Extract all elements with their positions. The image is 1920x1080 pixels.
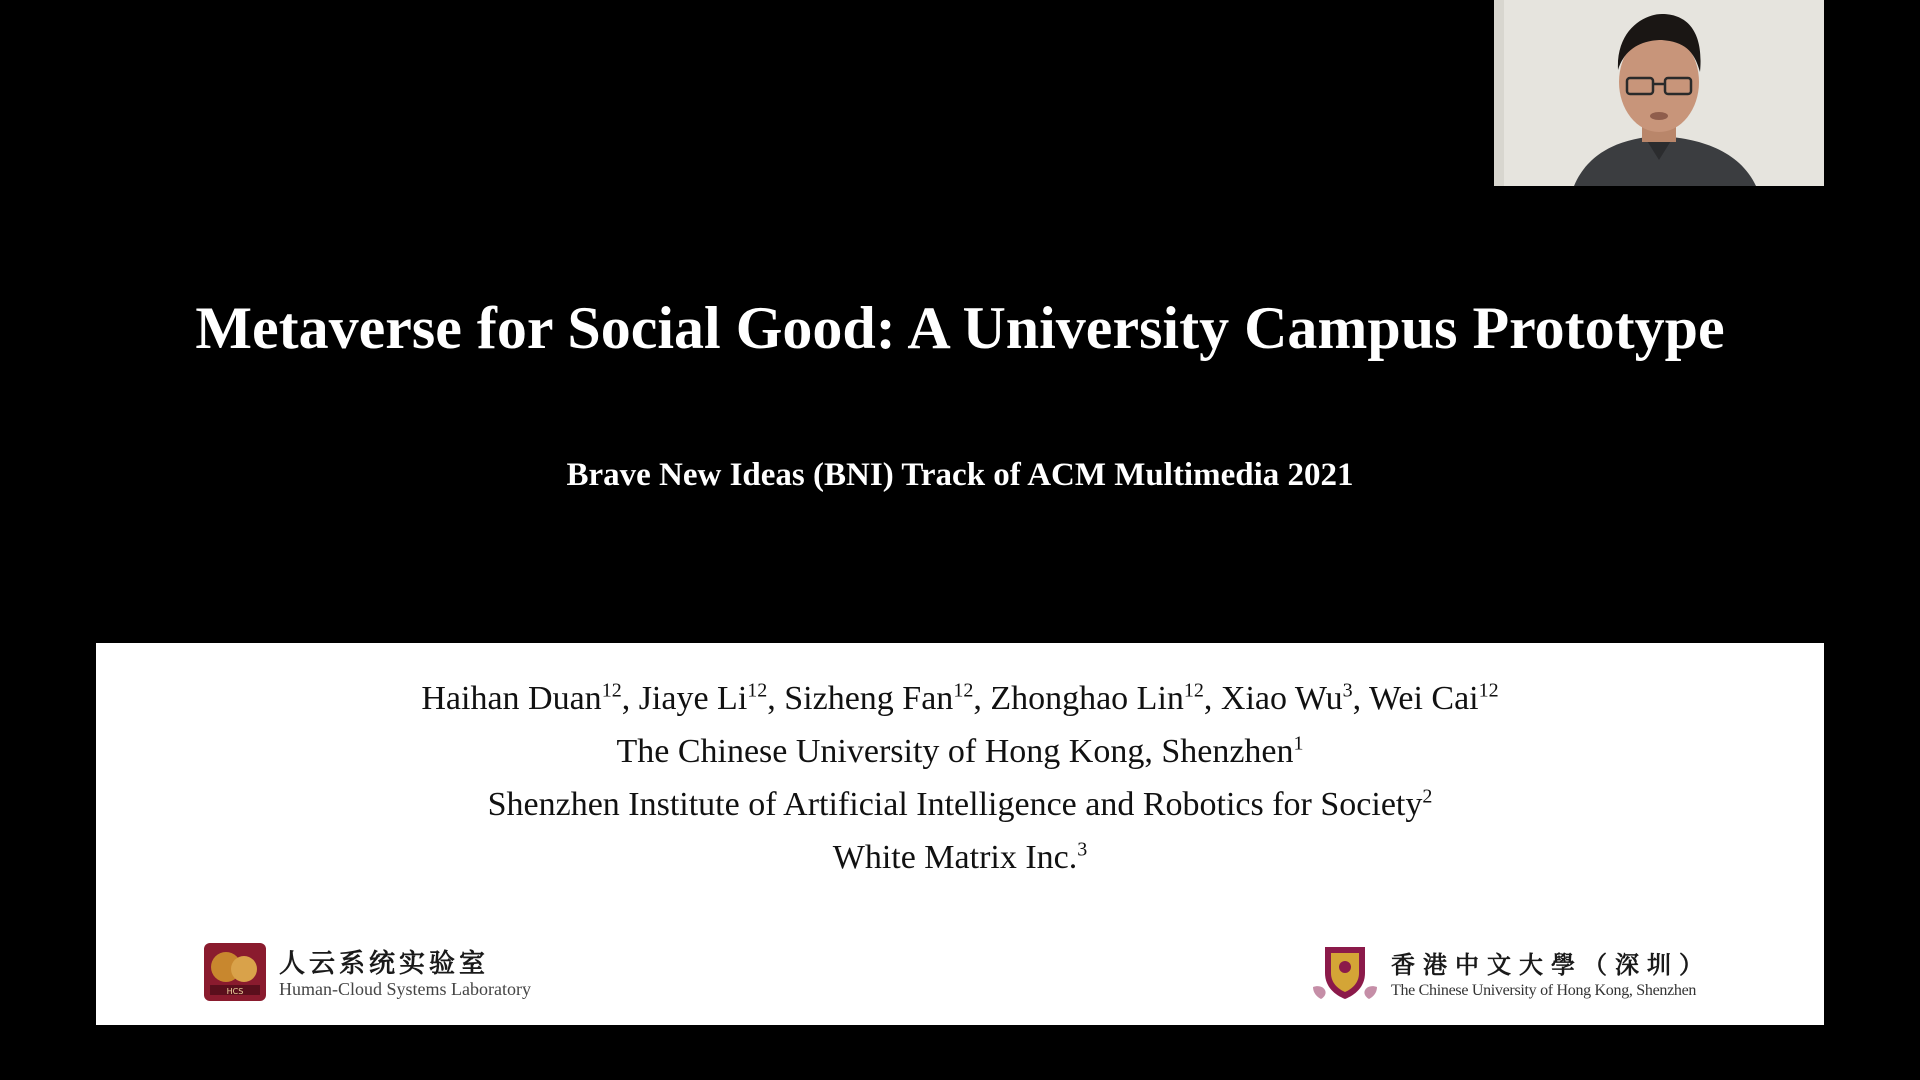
hcs-lab-chinese-name: 人云系统实验室	[279, 949, 490, 979]
hcs-emblem-icon	[204, 943, 266, 1001]
affiliation-line	[96, 728, 1824, 776]
author-name: Wei Cai	[1369, 680, 1479, 717]
author-affiliation-marker: 12	[601, 679, 622, 702]
cuhk-sz-chinese-name: 香港中文大學（深圳）	[1391, 950, 1711, 979]
affiliation-name: The Chinese University of Hong Kong, Shenzhen	[616, 733, 1294, 770]
slide-title: Metaverse for Social Good: A University Campus Prototype	[195, 295, 1725, 361]
author-list: Haihan Duan$^{12}$, Jiaye Li$^{12}$, Sizheng Fan$^{12}$, Zhonghao Lin$^{12}$, Xiao Wu$^3$, Wei Cai$^{12}$	[421, 679, 1499, 717]
cuhk-sz-logo	[1311, 943, 1731, 1018]
author-affiliation-marker: 3	[1342, 679, 1353, 702]
author-affiliation-marker: 12	[747, 679, 768, 702]
affiliation-name: Shenzhen Institute of Artificial Intelligence and Robotics for Society	[487, 786, 1423, 823]
author-name: Sizheng Fan	[784, 680, 954, 717]
speaker-webcam-video[interactable]	[1494, 0, 1824, 186]
author-name: Zhonghao Lin	[990, 680, 1184, 717]
author-info-panel	[96, 643, 1824, 1025]
hcs-lab-logo	[204, 943, 584, 1013]
author-affiliation-marker: 12	[953, 679, 974, 702]
author-name: Haihan Duan	[421, 680, 602, 717]
affiliation-marker: 2	[1422, 785, 1433, 808]
hcs-lab-english-name: Human-Cloud Systems Laboratory	[279, 979, 531, 999]
cuhk-crest-icon	[1311, 943, 1379, 1003]
author-name: Xiao Wu	[1220, 680, 1343, 717]
author-affiliation-marker: 12	[1183, 679, 1204, 702]
svg-text:HCS: HCS	[226, 987, 244, 996]
author-name: Jiaye Li	[638, 680, 748, 717]
cuhk-sz-english-name: The Chinese University of Hong Kong, Shenzhen	[1391, 982, 1697, 999]
speaker-silhouette-image	[1494, 0, 1824, 186]
affiliation-name: White Matrix Inc.	[832, 839, 1078, 876]
author-affiliation-marker: 12	[1478, 679, 1499, 702]
affiliation-line	[96, 781, 1824, 829]
slide-subtitle: Brave New Ideas (BNI) Track of ACM Multimedia 2021	[566, 457, 1354, 493]
affiliation-marker: 3	[1077, 838, 1088, 861]
affiliation-line	[96, 834, 1824, 882]
affiliation-marker: 1	[1293, 732, 1304, 755]
